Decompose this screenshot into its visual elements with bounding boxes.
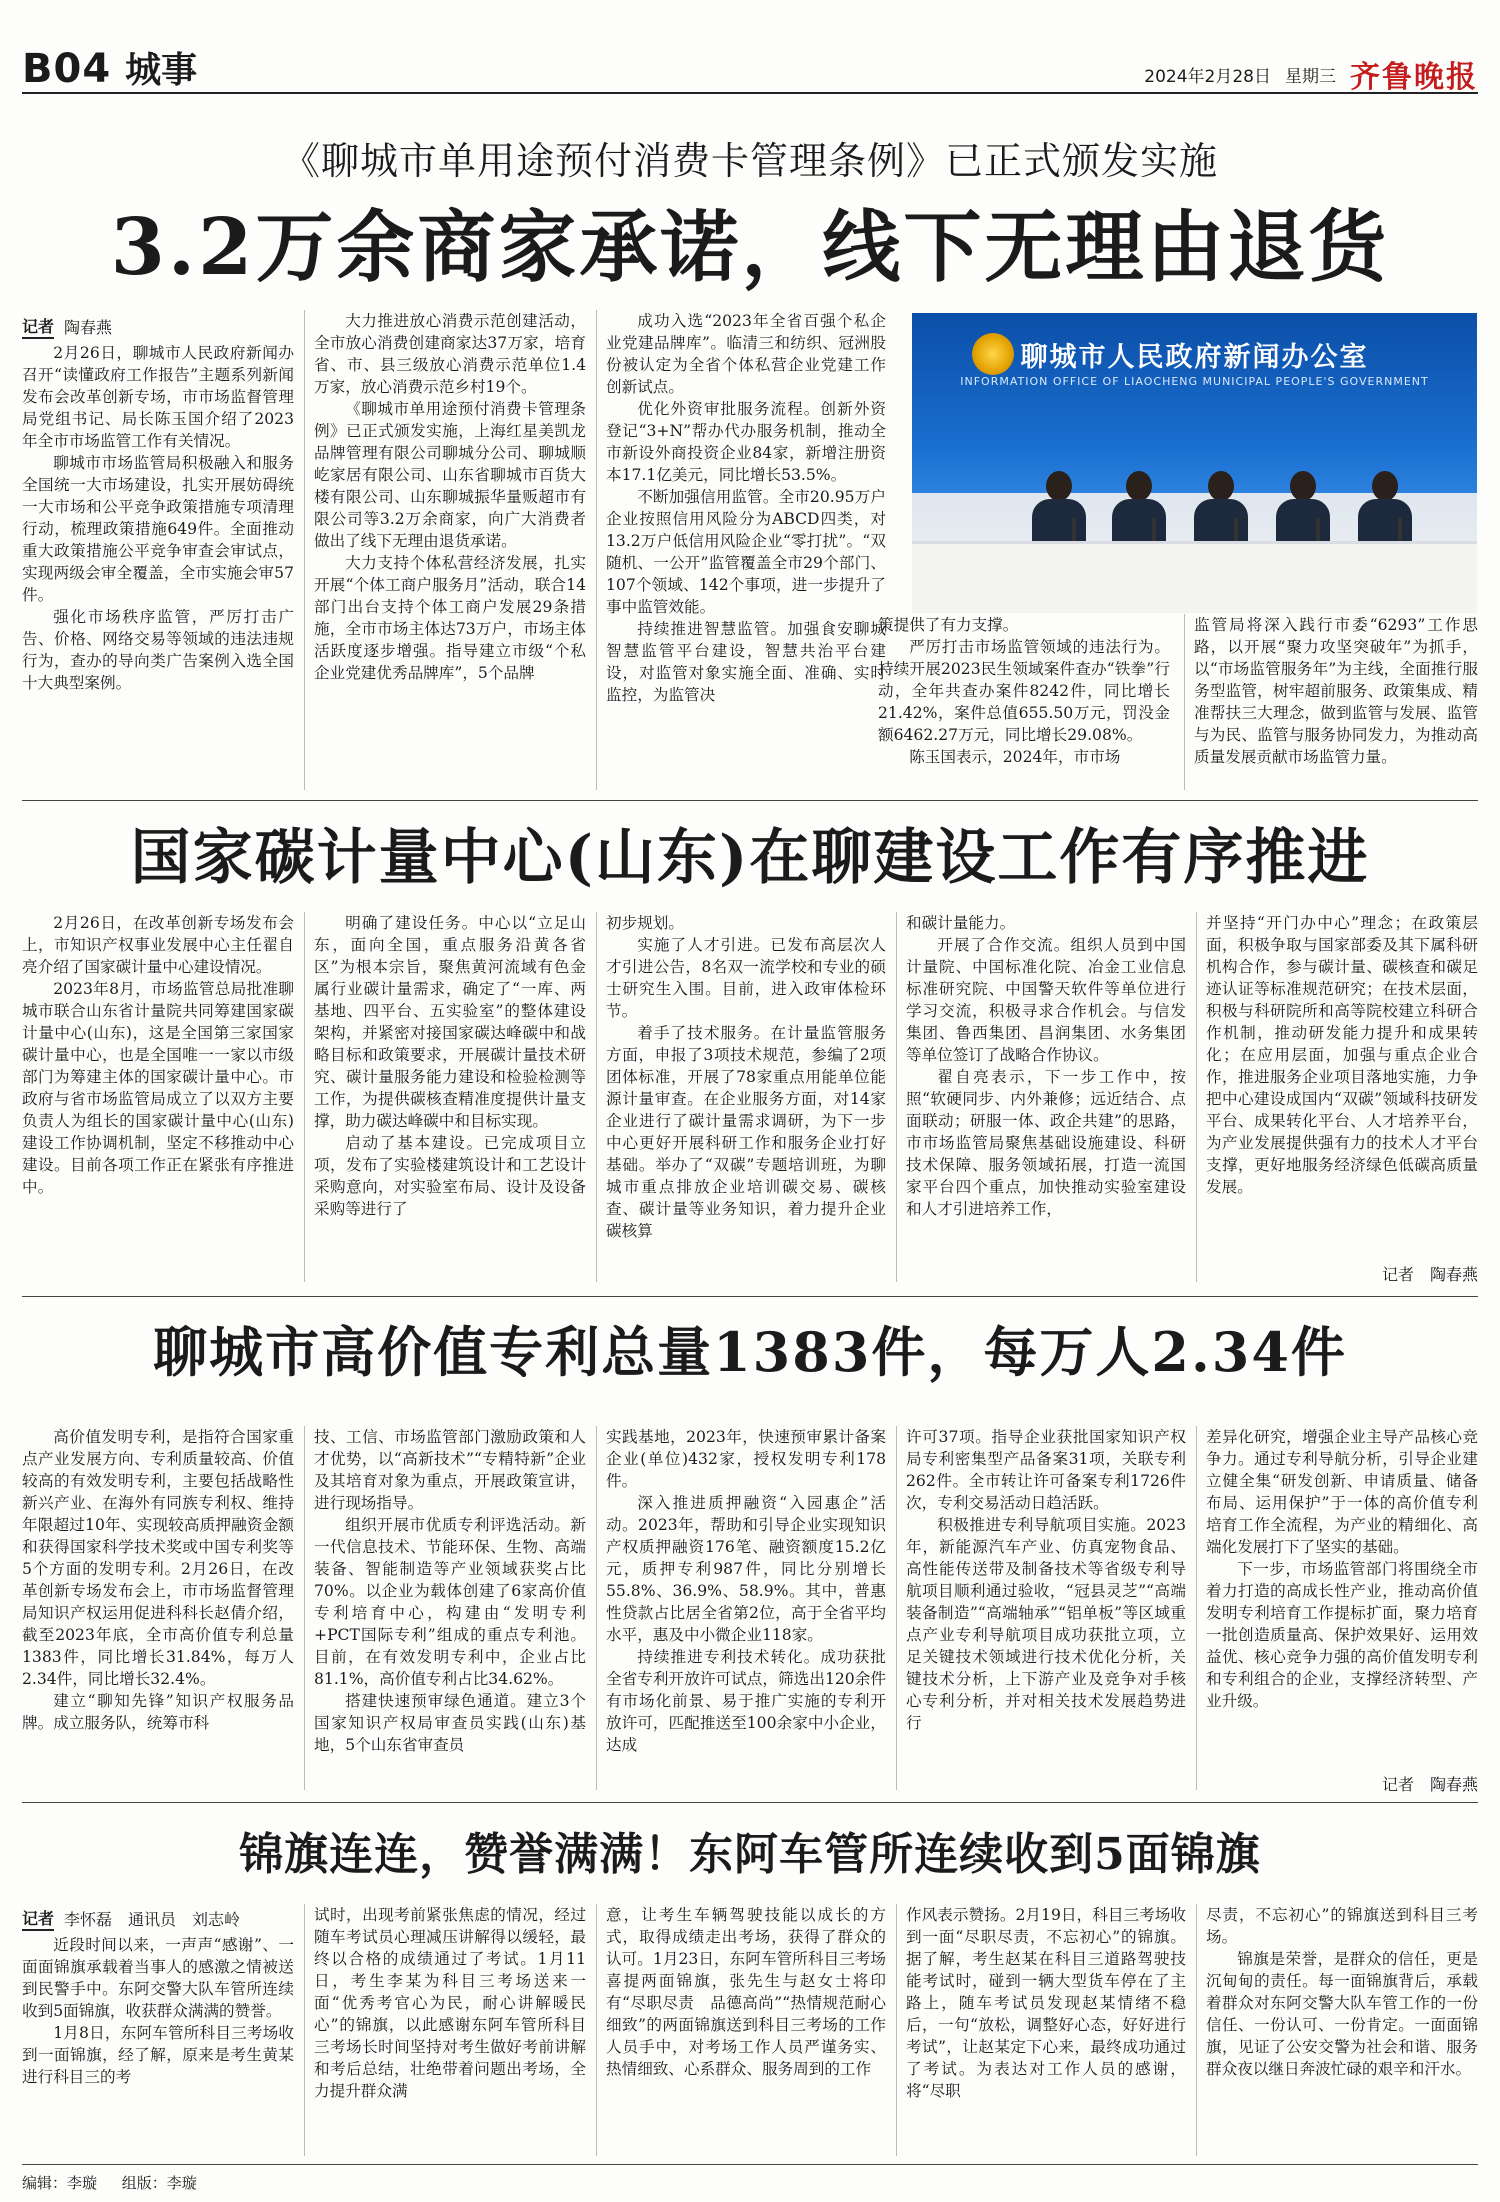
paragraph: 严厉打击市场监管领域的违法行为。持续开展2023民生领域案件查办“铁拳”行动，全年共查办案件8242件，同比增长21.42%，案件总值655.50万元，罚没金额6462.27万元，同比增长29.08%。 — [878, 638, 1170, 744]
paragraph: 陈玉国表示，2024年，市市场 — [909, 748, 1121, 766]
story4-byline — [22, 1906, 240, 1931]
column-divider — [1184, 614, 1185, 790]
story3-column-2 — [314, 1426, 586, 1790]
paragraph: 搭建快速预审绿色通道。建立3个国家知识产权局审查员实践(山东)基地，5个山东省审查员 — [314, 1692, 586, 1754]
story1-headline: 3.2万余商家承诺，线下无理由退货 — [110, 202, 1390, 293]
column-divider — [304, 310, 305, 790]
paragraph: 作风表示赞扬。2月19日，科目三考场收到一面“尽职尽责，不忘初心”的锦旗。据了解，考生赵某在科目三道路驾驶技能考试时，碰到一辆大型货车停在了主路上，随车考试员发现赵某情绪不稳后，一句“放松，调整好心态，好好进行考试”，让赵某定下心来，最终成功通过了考试。为表达对工作人员的感谢，将“尽职 — [906, 1906, 1186, 2100]
paragraph: 明确了建设任务。中心以“立足山东，面向全国，重点服务沿黄各省区”为根本宗旨，聚焦黄河流域有色金属行业碳计量需求，确定了“一库、两基地、四平台、五实验室”的整体建设架构，并紧密对接国家碳达峰碳中和战略目标和政策要求，开展碳计量技术研究、碳计量服务能力建设和检验检测等工作，为提供碳核查精准度提供计量支撑，助力碳达峰碳中和目标实现。 — [314, 914, 586, 1130]
paragraph: 深入推进质押融资“入园惠企”活动。2023年，帮助和引导企业实现知识产权质押融资176笔、融资额度15.2亿元，质押专利987件，同比分别增长55.8%、36.9%、58.9%。其中，普惠性贷款占比居全省第2位，高于全省平均水平，惠及中小微企业118家。 — [606, 1494, 886, 1644]
paragraph: 2023年8月，市场监管总局批准聊城市联合山东省计量院共同筹建国家碳计量中心(山东)，这是全国第三家国家碳计量中心，也是全国唯一一家以市级部门为筹建主体的国家碳计量中心。市政府与省市场监管局成立了以双方主要负责人为组长的国家碳计量中心(山东)建设工作协调机制，坚定不移推动中心建设。目前各项工作正在紧张有序推进中。 — [22, 980, 294, 1196]
story-divider — [22, 1802, 1478, 1803]
story4-column-5 — [1206, 1904, 1478, 2156]
speaker-figure — [1032, 471, 1086, 551]
byline-name: 陶春燕 — [64, 318, 113, 337]
press-conference-photo — [912, 313, 1477, 613]
story4-headline: 锦旗连连，赞誉满满！东阿车管所连续收到5面锦旗 — [239, 1829, 1261, 1880]
paragraph: 高价值发明专利，是指符合国家重点产业发展方向、专利质量较高、价值较高的有效发明专利，主要包括战略性新兴产业、在海外有同族专利权、维持年限超过10年、实现较高质押融资金额和获得国家科学技术奖或中国专利奖等5个方面的发明专利。2月26日，在改革创新专场发布会上，市市场监督管理局知识产权运用促进科科长赵倩介绍，截至2023年底，全市高价值专利总量1383件，同比增长31.84%，每万人2.34件，同比增长32.4%。 — [22, 1428, 294, 1688]
story2-headline: 国家碳计量中心(山东)在聊建设工作有序推进 — [130, 823, 1370, 893]
story1-byline — [22, 314, 112, 339]
paragraph: 试时，出现考前紧张焦虑的情况，经过随车考试员心理减压讲解得以缓轻，最终以合格的成绩通过了考试。1月11日，考生李某为科目三考场送来一面“优秀考官心为民，耐心讲解暖民心”的锦旗，以此感谢东阿车管所科目三考场长时间坚持对考生做好考前讲解和考后总结，壮绝带着问题出考场，全力提升群众满 — [314, 1906, 586, 2100]
footer-rule — [22, 2164, 1478, 2165]
column-divider — [1196, 1426, 1197, 1790]
paragraph: 尽责，不忘初心”的锦旗送到科目三考场。 — [1206, 1906, 1478, 1946]
issue-info — [1130, 52, 1478, 96]
byline-name: 李怀磊 通讯员 刘志岭 — [64, 1910, 241, 1929]
paragraph: 锦旗是荣誉，是群众的信任，更是沉甸甸的责任。每一面锦旗背后，承载着群众对东阿交警大队车管工作的一份信任、一份认可、一份肯定。一面面锦旗，见证了公安交警为社会和谐、服务群众夜以继日奔波忙碌的艰辛和汗水。 — [1206, 1950, 1478, 2078]
story-divider — [22, 1296, 1478, 1297]
paragraph: 大力支持个体私营经济发展，扎实开展“个体工商户服务月”活动，联合14部门出台支持个体工商户发展29条措施，全市市场主体达73万户，市场主体活跃度逐步增强。指导建立市级“个私企业党建优秀品牌库”，5个品牌 — [314, 554, 586, 682]
paragraph: 优化外资审批服务流程。创新外资登记“3+N”帮办代办服务机制，推动全市新设外商投资企业84家，新增注册资本17.1亿美元，同比增长53.5%。 — [606, 400, 886, 484]
paragraph: 开展了合作交流。组织人员到中国计量院、中国标准化院、冶金工业信息标准研究院、中国警天软件等单位进行学习交流，积极寻求合作机会。与信发集团、鲁西集团、昌润集团、水务集团等单位签订了战略合作协议。 — [906, 936, 1186, 1064]
paragraph: 持续推进专利技术转化。成功获批全省专利开放许可试点，筛选出120余件有市场化前景、易于推广实施的专利开放许可，匹配推送至100余家中小企业，达成 — [606, 1648, 886, 1754]
page-section-header — [22, 42, 197, 93]
story2-column-1 — [22, 912, 294, 1282]
story2-column-3 — [606, 912, 886, 1282]
column-divider — [896, 912, 897, 1282]
footer-editor: 编辑：李璇 — [22, 2174, 98, 2192]
footer-layout: 组版：李璇 — [121, 2174, 197, 2192]
paragraph: 技、工信、市场监管部门激励政策和人才优势，以“高新技术”“专精特新”企业及其培育对象为重点，开展政策宣讲，进行现场指导。 — [314, 1428, 586, 1512]
paragraph: 组织开展市优质专利评选活动。新一代信息技术、节能环保、生物、高端装备、智能制造等产业领域获奖占比70%。以企业为载体创建了6家高价值专利培育中心，构建由“发明专利+PCT国际专利”组成的重点专利池。目前，在有效发明专利中，企业占比81.1%，高价值专利占比34.62%。 — [314, 1516, 586, 1688]
column-divider — [596, 310, 597, 790]
column-divider — [304, 1426, 305, 1790]
section-name: 城事 — [125, 50, 198, 91]
column-divider — [896, 1904, 897, 2156]
paragraph: 不断加强信用监管。全市20.95万户企业按照信用风险分为ABCD四类，对13.2万户低信用风险企业“零打扰”。“双随机、一公开”监管覆盖全市29个部门、107个领域、142个事项，进一步提升了事中监管效能。 — [606, 488, 886, 616]
paragraph: 建立“聊知先锋”知识产权服务品牌。成立服务队，统筹市科 — [22, 1692, 294, 1732]
conference-table — [912, 541, 1477, 613]
section-code: B04 — [22, 46, 112, 92]
issue-date: 2024年2月28日 — [1144, 66, 1271, 87]
column-divider — [1196, 1904, 1197, 2156]
story1-column-1 — [22, 342, 294, 792]
story4-column-2 — [314, 1904, 586, 2156]
header-rule — [22, 92, 1478, 94]
story1-column-4 — [878, 614, 1170, 790]
story2-column-4 — [906, 912, 1186, 1282]
story4-column-4 — [906, 1904, 1186, 2156]
paragraph: 并坚持“开门办中心”理念；在政策层面，积极争取与国家部委及其下属科研机构合作，参与碳计量、碳核查和碳足迹认证等标准规范研究；在技术层面，积极与科研院所和高等院校建立科研合作机制，推动研发能力提升和成果转化；在应用层面，加强与重点企业合作，推进服务企业项目落地实施，力争把中心建设成国内“双碳”领域科技研发平台、成果转化平台、人才培养平台，为产业发展提供强有力的技术人才平台支撑，更好地服务经济绿色低碳高质量发展。 — [1206, 914, 1478, 1196]
paragraph: 翟自亮表示，下一步工作中，按照“软硬同步、内外兼修；远近结合、点面联动；研服一体、政企共建”的思路，市市场监管局聚焦基础设施建设、科研技术保障、服务领域拓展，打造一流国家平台四个重点，加快推动实验室建设和人才引进培养工作， — [906, 1068, 1186, 1218]
speaker-figure — [1194, 471, 1248, 551]
paragraph: 监管局将深入践行市委“6293”工作思路，以开展“聚力攻坚突破年”为抓手，以“市场监管服务年”为主线，全面推行服务型监管，树牢超前服务、政策集成、精准帮扶三大理念，做到监管与发展、监管与为民、监管与服务协同发力，为推动高质量发展贡献市场监管力量。 — [1194, 616, 1478, 766]
paragraph: 着手了技术服务。在计量监管服务方面，申报了3项技术规范，参编了2项团体标准，开展了78家重点用能单位能源计量审查。在企业服务方面，对14家企业进行了碳计量需求调研，为下一步中心更好开展科研工作和服务企业打好基础。举办了“双碳”专题培训班，为聊城市重点排放企业培训碳交易、碳核查、碳计量等业务知识，着力提升企业碳核算 — [606, 1024, 886, 1240]
story1-column-5 — [1194, 614, 1478, 790]
column-divider — [896, 1426, 897, 1790]
paragraph: 2月26日，聊城市人民政府新闻办召开“读懂政府工作报告”主题系列新闻发布会改革创新专场，市市场监督管理局党组书记、局长陈玉国介绍了2023年全市市场监管工作有关情况。 — [22, 344, 294, 450]
column-divider — [596, 1904, 597, 2156]
paragraph: 成功入选“2023年全省百强个私企业党建品牌库”。临清三和纺织、冠洲股份被认定为全省个体私营企业党建工作创新试点。 — [606, 312, 886, 396]
story2-signature: 记者 陶春燕 — [1381, 1265, 1478, 1284]
photo-banner-subtitle: INFORMATION OFFICE OF LIAOCHENG MUNICIPAL PEOPLE'S GOVERNMENT — [960, 375, 1429, 388]
column-divider — [1196, 912, 1197, 1282]
story3-column-5 — [1206, 1426, 1478, 1766]
story2-column-2 — [314, 912, 586, 1282]
story4-column-3 — [606, 1904, 886, 2156]
paragraph: 近段时间以来，一声声“感谢”、一面面锦旗承载着当事人的感激之情被送到民警手中。东阿交警大队车管所连续收到5面锦旗，收获群众满满的赞誉。 — [22, 1936, 294, 2020]
story3-column-4 — [906, 1426, 1186, 1790]
paragraph: 1月8日，东阿车管所科目三考场收到一面锦旗，经了解，原来是考生黄某进行科目三的考 — [22, 2024, 294, 2086]
paragraph: 策提供了有力支撑。 — [878, 616, 1019, 634]
paragraph: 《聊城市单用途预付消费卡管理条例》已正式颁发实施，上海红星美凯龙品牌管理有限公司聊城分公司、聊城顺屹家居有限公司、山东省聊城市百货大楼有限公司、山东聊城振华量贩超市有限公司等3.2万余商家，向广大消费者做出了线下无理由退货承诺。 — [314, 400, 586, 550]
speaker-figure — [1276, 471, 1330, 551]
speaker-figure — [1358, 471, 1412, 551]
column-divider — [304, 912, 305, 1282]
paragraph: 强化市场秩序监管，严厉打击广告、价格、网络交易等领域的违法违规行为，查办的导向类广告案例入选全国十大典型案例。 — [22, 608, 294, 692]
paragraph: 聊城市市场监管局积极融入和服务全国统一大市场建设，扎实开展妨碍统一大市场和公平竞争政策措施专项清理行动，梳理政策措施649件。全面推动重大政策措施公平竞争审查会审试点，实现两级会审全覆盖，全市实施会审57件。 — [22, 454, 294, 604]
paragraph: 下一步，市场监管部门将围绕全市着力打造的高成长性产业，推动高价值发明专利培育工作提标扩面，聚力培育一批创造质量高、保护效果好、运用效益优、核心竞争力强的高价值发明专利和专利组合的企业，支撑经济转型、产业升级。 — [1206, 1560, 1478, 1710]
story3-headline: 聊城市高价值专利总量1383件，每万人2.34件 — [153, 1320, 1347, 1384]
paragraph: 意，让考生车辆驾驶技能以成长的方式，取得成绩走出考场，获得了群众的认可。1月23日，东阿车管所科目三考场喜提两面锦旗，张先生与赵女士将印有“尽职尽责 品德高尚”“热情规范耐心细致”的两面锦旗送到科目三考场的工作人员手中，对考场工作人员严谨务实、热情细致、心系群众、服务周到的工作 — [606, 1906, 886, 2078]
story1-kicker: 《聊城市单用途预付消费卡管理条例》已正式颁发实施 — [281, 139, 1218, 183]
paragraph: 实践基地，2023年，快速预审累计备案企业(单位)432家，授权发明专利178件。 — [606, 1428, 886, 1490]
byline-label: 记者 — [22, 314, 54, 339]
paragraph: 积极推进专利导航项目实施。2023年，新能源汽车产业、仿真宠物食品、高性能传送带及制备技术等省级专利导航项目顺利通过验收，“冠县灵芝”“高端装备制造”“高端轴承”“铝单板”等区域重点产业专利导航项目成功获批立项，立足关键技术领域进行技术优化分析，关键技术分析，上下游产业及竞争对手核心专利分析，并对相关技术发展趋势进行 — [906, 1516, 1186, 1732]
column-divider — [596, 1426, 597, 1790]
story3-column-3 — [606, 1426, 886, 1790]
paragraph: 实施了人才引进。已发布高层次人才引进公告，8名双一流学校和专业的硕士研究生入围。目前，进入政审体检环节。 — [606, 936, 886, 1020]
newspaper-masthead: 齐鲁晚报 — [1350, 60, 1478, 95]
paragraph: 差异化研究，增强企业主导产品核心竞争力。通过专利导航分析，引导企业建立健全集“研发创新、申请质量、储备布局、运用保护”于一体的高价值专利培育工作全流程，为产业的精细化、高端化发展打下了坚实的基础。 — [1206, 1428, 1478, 1556]
story3-column-1 — [22, 1426, 294, 1790]
story4-column-1 — [22, 1934, 294, 2156]
page-footer — [22, 2172, 217, 2193]
column-divider — [596, 912, 597, 1282]
story2-column-5 — [1206, 912, 1478, 1258]
byline-label: 记者 — [22, 1906, 54, 1931]
paragraph: 持续推进智慧监管。加强食安聊城智慧监管平台建设，智慧共治平台建设，对监管对象实施全面、准确、实时监控，为监管决 — [606, 620, 886, 704]
story-divider — [22, 800, 1478, 801]
story1-column-2 — [314, 310, 586, 790]
issue-weekday: 星期三 — [1285, 66, 1336, 87]
paragraph: 2月26日，在改革创新专场发布会上，市知识产权事业发展中心主任翟自亮介绍了国家碳计量中心建设情况。 — [22, 914, 294, 976]
photo-banner-title: 聊城市人民政府新闻办公室 — [1020, 342, 1369, 373]
story1-column-3 — [606, 310, 886, 790]
paragraph: 和碳计量能力。 — [906, 914, 1016, 932]
paragraph: 大力推进放心消费示范创建活动，全市放心消费创建商家达37万家，培育省、市、县三级放心消费示范单位1.4万家，放心消费示范乡村19个。 — [314, 312, 586, 396]
paragraph: 启动了基本建设。已完成项目立项，发布了实验楼建筑设计和工艺设计采购意向，对实验室布局、设计及设备采购等进行了 — [314, 1134, 586, 1218]
column-divider — [304, 1904, 305, 2156]
paragraph: 许可37项。指导企业获批国家知识产权局专利密集型产品备案31项，关联专利262件。全市转让许可备案专利1726件次，专利交易活动日趋活跃。 — [906, 1428, 1186, 1512]
story3-signature: 记者 陶春燕 — [1381, 1775, 1478, 1794]
speaker-figure — [1112, 471, 1166, 551]
paragraph: 初步规划。 — [606, 914, 684, 932]
